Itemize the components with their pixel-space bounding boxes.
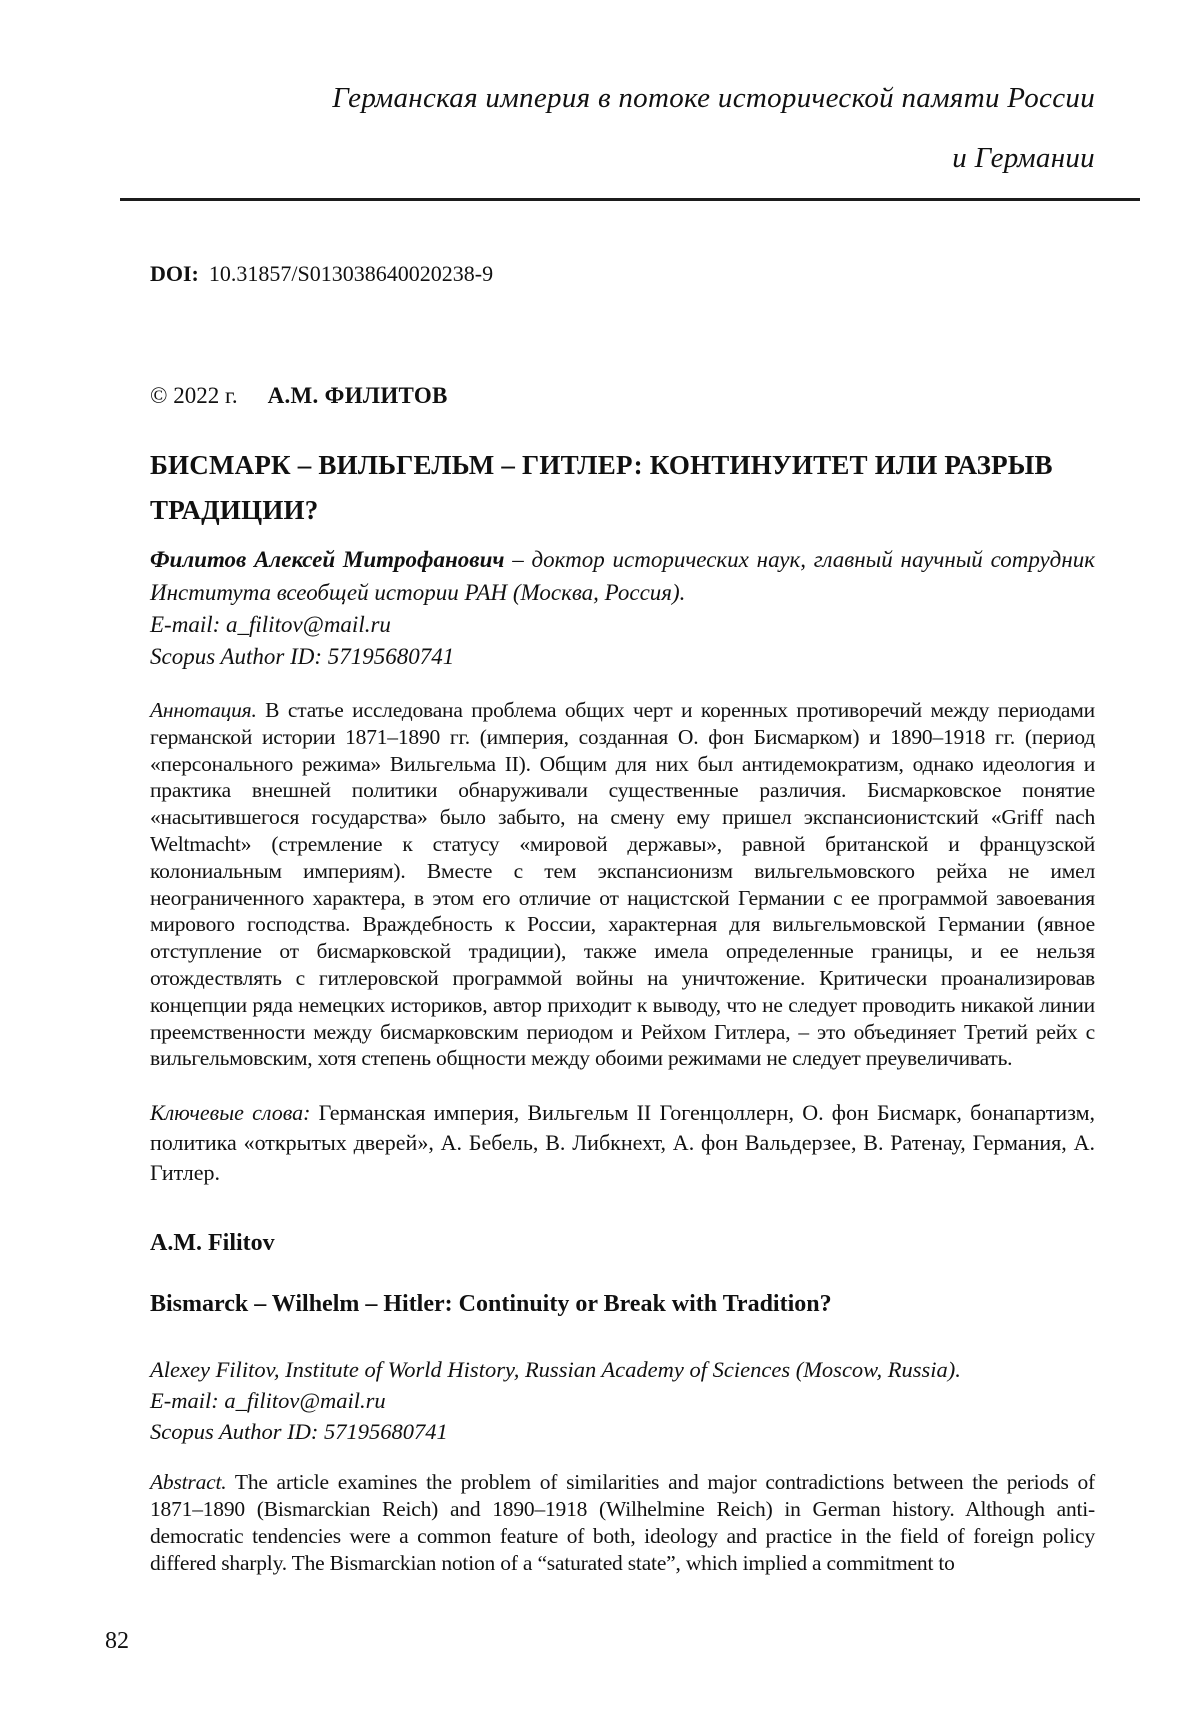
author-info-en <box>150 1354 1095 1447</box>
running-head-line2: и Германии <box>952 142 1095 174</box>
abstract-label: Abstract. <box>150 1470 227 1495</box>
keywords-text: Германская империя, Вильгельм II Гогенцоллерн, О. фон Бисмарк, бонапартизм, политика «открытых дверей», А. Бебель, В. Либкнехт, А. фон Вальдерзее, В. Ратенау, Германия, А. Гитлер. <box>150 1100 1096 1186</box>
running-head <box>150 0 1095 188</box>
keywords-paragraph <box>150 1098 1095 1188</box>
abstract-paragraph <box>150 1469 1095 1576</box>
author-bio-rest-ru: – доктор исторических наук, главный научный сотрудник Института всеобщей истории РАН (Москва, Россия). <box>150 547 1095 605</box>
page-content <box>150 0 1095 1576</box>
scopus-line-ru: Scopus Author ID: 57195680741 <box>150 644 455 669</box>
affiliation-en: Alexey Filitov, Institute of World History, Russian Academy of Sciences (Moscow, Russia). <box>150 1357 961 1383</box>
header-rule <box>120 198 1140 201</box>
email-line-en: E-mail: a_filitov@mail.ru <box>150 1388 386 1414</box>
author-name-ru: А.М. ФИЛИТОВ <box>267 383 448 408</box>
copyright-year: © 2022 г. <box>150 383 238 408</box>
email-line-ru: E-mail: a_filitov@mail.ru <box>150 612 391 637</box>
copyright-line <box>150 383 1095 409</box>
annotation-text: В статье исследована проблема общих черт и коренных противоречий между периодами германской истории 1871–1890 гг. (империя, созданная О. фон Бисмарком) и 1890–1918 гг. (период «персонального режима» Вильгельма II). Общим для них был антидемократизм, однако идеология и практика внешней политики обнаруживали существенные различия. Бисмарковское понятие «насытившегося государства» было забыто, на смену ему пришел экспансионистский «Griff nach Weltmacht» (стремление к статусу «мировой державы», равной британской и французской колониальным империям). Вместе с тем экспансионизм вильгельмовского рейха не имел неограниченного характера, в этом его отличие от нацистской Германии с ее программой завоевания мирового господства. Враждебность к России, характерная для вильгельмовской Германии (явное отступление от бисмарковской традиции), также имела определенные границы, и ее нельзя отождествлять с гитлеровской программой войны на уничтожение. Критически проанализировав концепции ряда немецких историков, автор приходит к выводу, что не следует проводить никакой линии преемственности между бисмарковским периодом и Рейхом Гитлера, – это объединяет Третий рейх с вильгельмовским, хотя степень общности между обоими режимами не следует преувеличивать. <box>150 698 1095 1071</box>
keywords-label: Ключевые слова: <box>150 1100 311 1126</box>
doi-line <box>150 261 1095 287</box>
annotation-label: Аннотация. <box>150 698 257 722</box>
article-title-en: Bismarck – Wilhelm – Hitler: Continuity or Break with Tradition? <box>150 1291 832 1318</box>
running-head-line1: Германская империя в потоке исторической памяти России <box>332 82 1095 114</box>
page-number: 82 <box>105 1628 129 1654</box>
abstract-text: The article examines the problem of similarities and major contradictions between the periods of 1871–1890 (Bismarckian Reich) and 1890–1918 (Wilhelmine Reich) in German history. Although anti-democratic tendencies were a common feature of both, ideology and practice in the field of foreign policy differed sharply. The Bismarckian notion of a “saturated state”, which implied a commitment to <box>150 1470 1095 1575</box>
author-bio-name-ru: Филитов Алексей Митрофанович <box>150 547 505 572</box>
author-bio-ru <box>150 543 1095 609</box>
annotation-paragraph <box>150 697 1095 1072</box>
article-title-ru: БИСМАРК – ВИЛЬГЕЛЬМ – ГИТЛЕР: КОНТИНУИТЕТ ИЛИ РАЗРЫВ ТРАДИЦИИ? <box>150 450 1053 525</box>
doi-value: 10.31857/S013038640020238-9 <box>208 261 494 286</box>
doi-label: DOI: <box>150 261 199 286</box>
scopus-line-en: Scopus Author ID: 57195680741 <box>150 1419 448 1445</box>
author-name-en: A.M. Filitov <box>150 1230 275 1257</box>
